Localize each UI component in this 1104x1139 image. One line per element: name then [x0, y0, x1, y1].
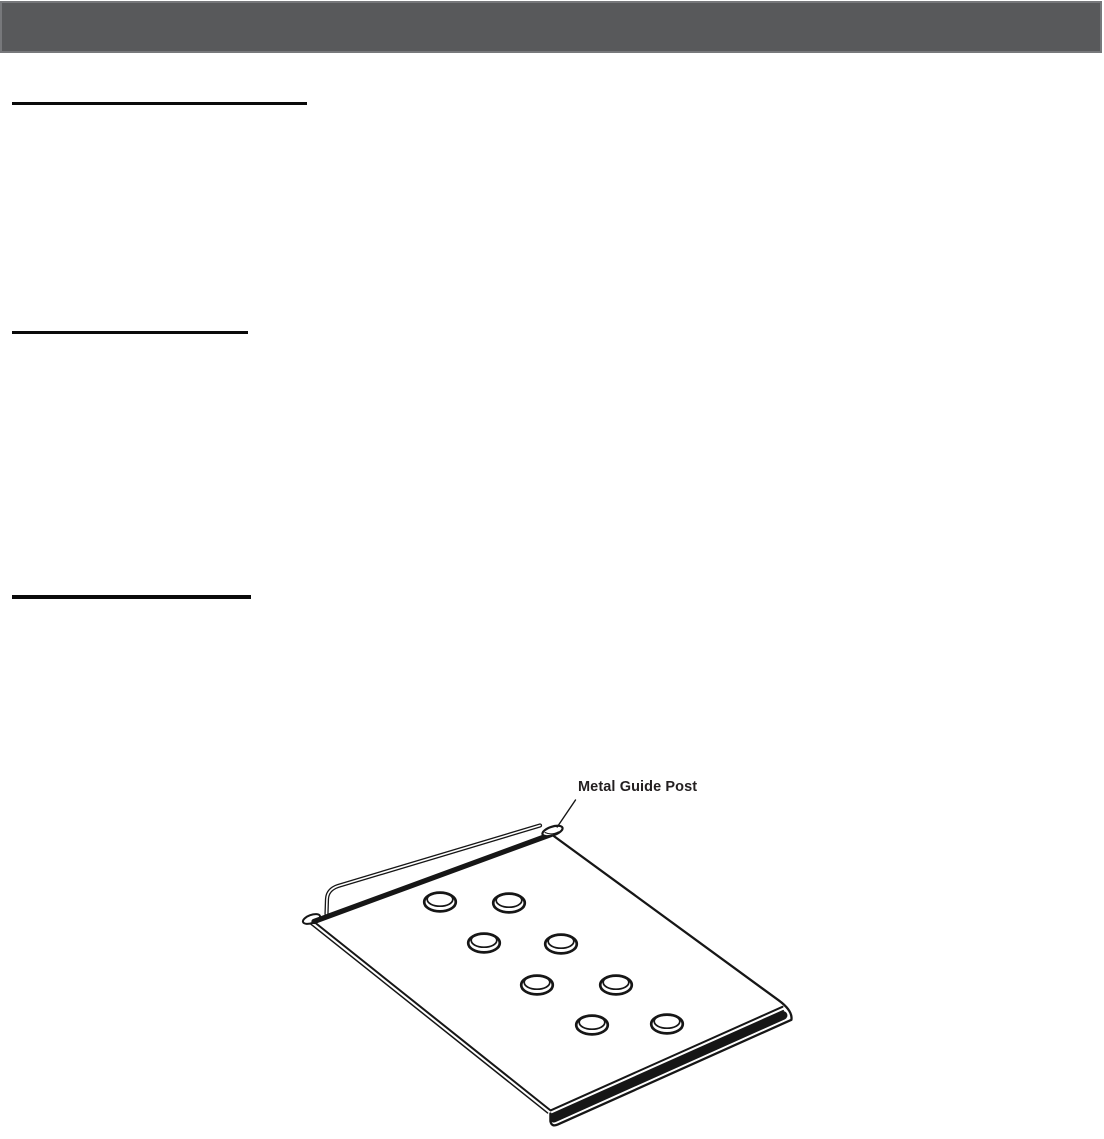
section-heading-rule-1 — [12, 102, 307, 105]
metal-guide-post — [541, 824, 564, 839]
metal-plate-figure — [280, 770, 830, 1139]
section-heading-rule-3 — [12, 595, 251, 599]
section-heading-rule-2 — [12, 331, 248, 334]
figure-callout-label: Metal Guide Post — [578, 779, 698, 795]
callout-leader-line — [557, 800, 575, 827]
plate-surface — [313, 834, 785, 1110]
header-bar — [0, 1, 1102, 53]
metal-plate-illustration — [280, 770, 830, 1139]
